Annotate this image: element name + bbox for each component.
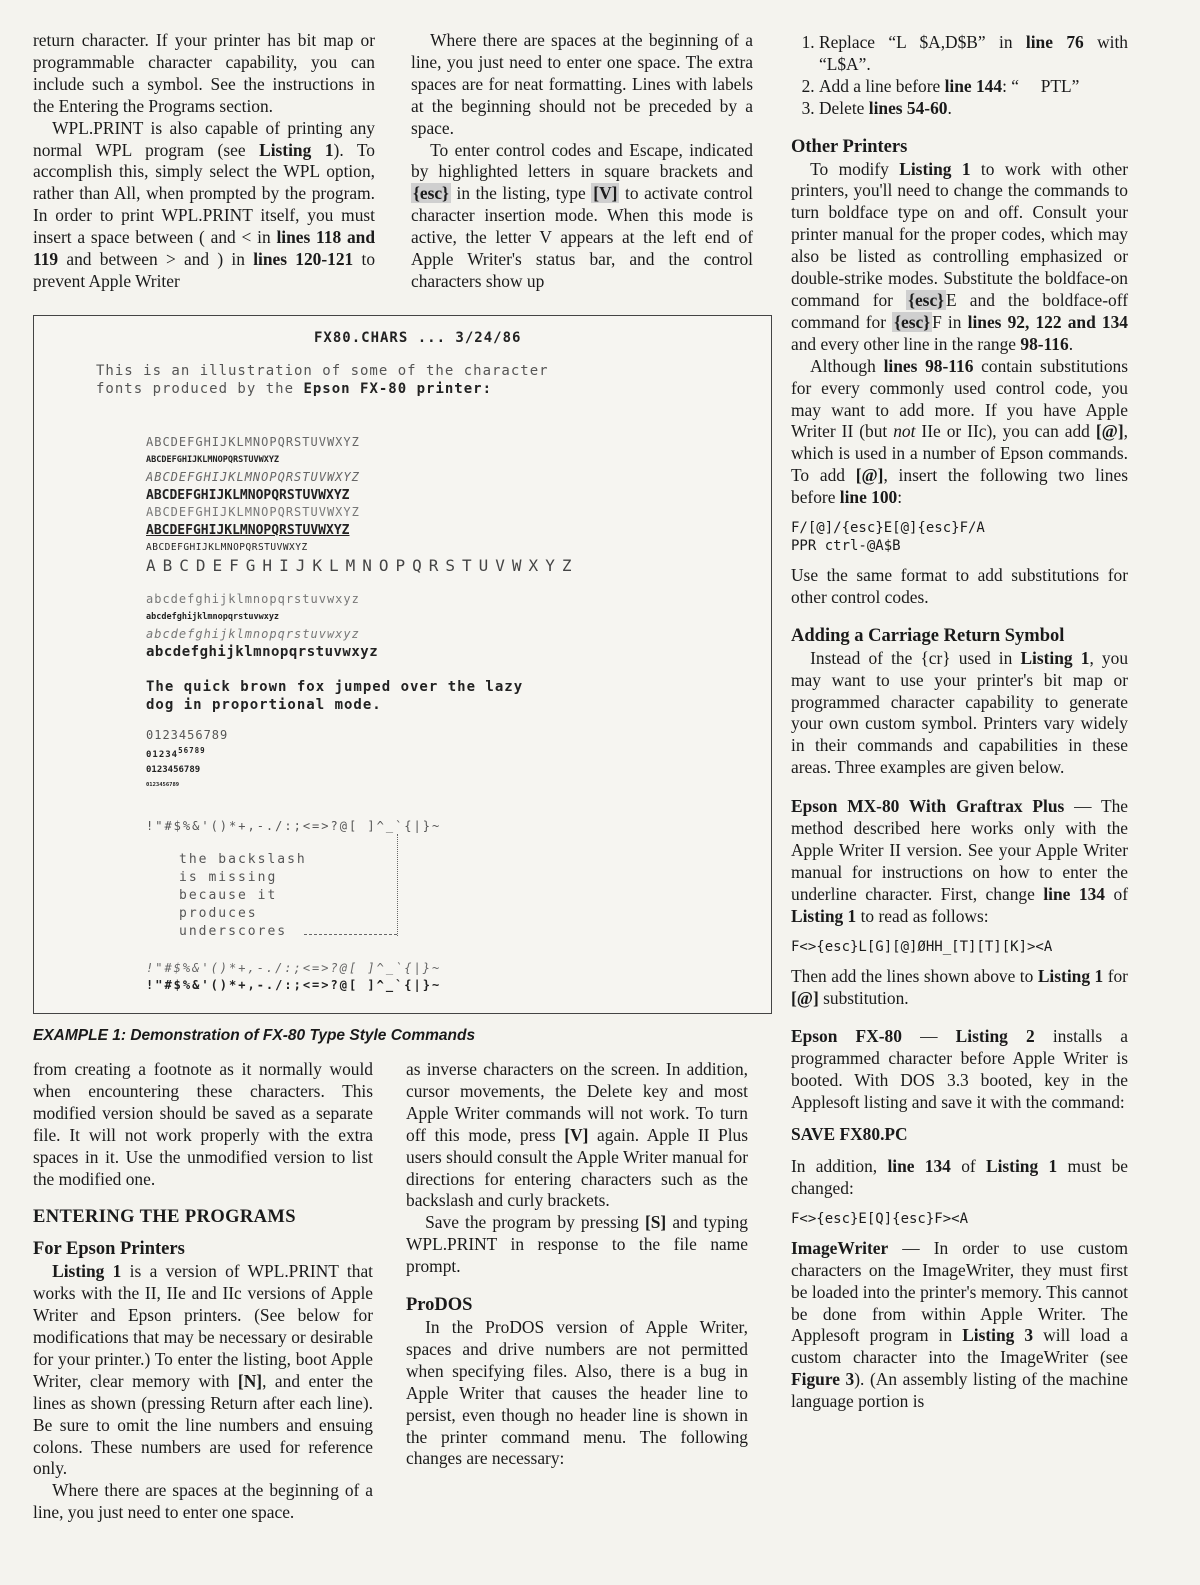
paragraph: [406, 1059, 748, 1212]
digit-sample: 0123456789: [146, 728, 229, 742]
text: —: [901, 1026, 956, 1047]
listing-ref: Listing 3: [962, 1325, 1034, 1346]
text: of: [1105, 883, 1129, 904]
font-sample: ABCDEFGHIJKLMNOPQRSTUVWXYZ: [146, 454, 280, 465]
intro-line: [96, 380, 549, 398]
text: installs a programmed character before Apple Writer is booted. With DOS 3.3 booted, key in the Applesoft listing and save it with the command:: [791, 1026, 1128, 1113]
uppercase-samples: [146, 434, 578, 574]
listing-ref: Listing 1: [791, 905, 857, 926]
listing-ref: Listing 1: [1037, 965, 1104, 986]
callout-line: [397, 834, 398, 936]
paragraph: from creating a footnote as it normally would when encountering these characters. This modified version should be saved as a separate file. It will not work properly with the extra spaces in it. Use the unmodified version to list the modified one.: [33, 1059, 373, 1189]
digit-sample: 0123456789: [146, 782, 180, 788]
text: and every other line in the range: [791, 333, 1021, 354]
esc-code: {esc}: [413, 183, 449, 204]
callout-line: [304, 934, 397, 935]
line-ref: lines 54-60: [868, 97, 948, 118]
text: ). (An assembly listing of the machine language portion is: [791, 1369, 1128, 1412]
text: In addition,: [791, 1155, 888, 1176]
symbol-sample: !"#$%&'()*+,-./:;<=>?@[ ]^_`{|}~: [146, 819, 442, 833]
code-line: F/[@]/{esc}E[@]{esc}F/A: [791, 520, 985, 537]
text: 01234: [146, 750, 179, 760]
esc-code: {esc}: [908, 289, 945, 310]
figure-caption: EXAMPLE 1: Demonstration of FX-80 Type Style Commands: [33, 1027, 476, 1044]
text: Replace “L $A,D$B” in: [819, 32, 1026, 52]
printer-heading: Epson MX-80 With Graftrax Plus: [791, 796, 1065, 817]
line-ref: line 134: [1043, 883, 1105, 904]
font-sample: abcdefghijklmnopqrstuvwxyz: [146, 627, 360, 641]
note-line: is missing: [179, 870, 278, 885]
key-at: [@]: [855, 465, 884, 486]
text: substitution.: [818, 987, 909, 1008]
figure-ref: Figure 3: [791, 1369, 855, 1390]
text: will load a custom character into the ImageWriter (see: [791, 1325, 1128, 1368]
note-line: produces: [179, 906, 258, 921]
digit-sample: 0123456789: [146, 765, 201, 775]
font-sample: ABCDEFGHIJKLMNOPQRSTUVWXYZ: [146, 542, 308, 553]
list-item: [819, 32, 1128, 76]
digit-sample: [146, 743, 228, 763]
sample-line: dog in proportional mode.: [146, 697, 382, 713]
list-item: [819, 98, 1128, 120]
listing-ref: Listing 1: [985, 1155, 1058, 1176]
text: Save the program by pressing: [425, 1212, 645, 1233]
line-ref: lines 98-116: [883, 355, 974, 376]
text: and typing WPL.PRINT in response to the file name prompt.: [406, 1212, 748, 1277]
listing-ref: Listing 1: [899, 158, 971, 179]
code-line: PPR ctrl-@A$B: [791, 538, 901, 555]
text: must be changed:: [791, 1155, 1129, 1198]
example-intro: [96, 362, 549, 398]
command-line: SAVE FX80.PC: [791, 1124, 908, 1145]
paragraph: Use the same format to add substitutions for other control codes.: [791, 565, 1128, 607]
code-line: F<>{esc}E[Q]{esc}F><A: [791, 1210, 969, 1227]
text: F in: [932, 311, 968, 332]
font-sample: ABCDEFGHIJKLMNOPQRSTUVWXYZ: [146, 555, 579, 575]
symbol-sample: !"#$%&'()*+,-./:;<=>?@[ ]^_`{|}~: [146, 961, 442, 975]
text: To enter control codes and Escape, indicated by highlighted letters in square brackets and: [411, 139, 753, 182]
paragraph: [33, 1261, 373, 1480]
text: E and the boldface-off command for: [791, 289, 1128, 332]
key-at: [@]: [791, 987, 819, 1008]
subsection-heading: Adding a Carriage Return Symbol: [791, 625, 1065, 646]
listing-ref: Listing 2: [955, 1026, 1035, 1047]
symbol-sample: !"#$%&'()*+,-./:;<=>?@[ ]^_`{|}~: [146, 978, 442, 992]
line-ref: lines 118 and 119: [33, 227, 375, 270]
line-ref: line 144: [944, 75, 1003, 96]
text: in the listing, type: [450, 183, 592, 204]
text: of: [950, 1155, 986, 1176]
text: as inverse characters on the screen. In addition, cursor movements, the Delete key and most Apple Writer commands will not work. To turn off this mode, press: [406, 1059, 748, 1145]
listing-ref: Listing 1: [52, 1261, 122, 1282]
esc-code: {esc}: [894, 311, 931, 332]
subsection-heading: Other Printers: [791, 136, 908, 157]
paragraph: [791, 356, 1128, 509]
text: .: [947, 97, 952, 118]
font-sample: ABCDEFGHIJKLMNOPQRSTUVWXYZ: [146, 435, 360, 449]
text: Instead of the {cr} used in: [810, 647, 1021, 668]
text: Delete: [819, 97, 869, 118]
printer-heading: Epson FX-80: [791, 1026, 902, 1047]
line-ref: line 100: [839, 487, 898, 508]
text: , you may want to use your printer's bit map or programmed character capability to generate your own custom symbol. Printers vary widely in their commands and capabilities in these areas. Three examples are given below.: [791, 647, 1129, 778]
text: and between > and ) in: [58, 249, 254, 270]
paragraph: return character. If your printer has bit map or programmable character capability, you can include such a symbol. See the instructions in the Entering the Programs section.: [33, 30, 375, 116]
text: Add a line before: [819, 75, 945, 96]
section-heading: ENTERING THE PROGRAMS: [33, 1207, 296, 1228]
text: :: [897, 487, 903, 508]
paragraph: [791, 1238, 1128, 1413]
text: IIe or IIc), you can add: [915, 421, 1096, 442]
intro-line: This is an illustration of some of the character: [96, 363, 549, 379]
key-v: [V]: [593, 183, 618, 204]
font-sample: ABCDEFGHIJKLMNOPQRSTUVWXYZ: [146, 522, 350, 538]
note-line: underscores: [179, 924, 288, 939]
lowercase-samples: [146, 591, 378, 661]
key-at: [@]: [1095, 421, 1124, 442]
printer-heading: ImageWriter: [791, 1237, 889, 1258]
text: , insert the following two lines before: [791, 465, 1128, 508]
line-ref: line 76: [1025, 32, 1084, 52]
column-3: [791, 32, 1128, 1413]
font-sample: abcdefghijklmnopqrstuvwxyz: [146, 643, 379, 660]
emphasis: not: [893, 421, 916, 442]
key-v: [V]: [564, 1124, 589, 1145]
code-line: F<>{esc}L[G][@]ØHH_[T][T][K]><A: [791, 938, 1053, 955]
text: with “L$A”.: [819, 32, 1129, 74]
text: to activate control character insertion mode. When this mode is active, the letter V appears at the left end of Apple Writer's status bar, and the control characters show up: [411, 183, 753, 291]
line-ref: 98-116: [1020, 333, 1069, 354]
paragraph: [791, 966, 1128, 1010]
paragraph: [791, 648, 1128, 779]
text: for: [1103, 965, 1128, 986]
font-sample: ABCDEFGHIJKLMNOPQRSTUVWXYZ: [146, 505, 360, 519]
line-ref: lines 92, 122 and 134: [967, 311, 1128, 332]
text: To modify: [810, 158, 900, 179]
paragraph: In the ProDOS version of Apple Writer, spaces and drive numbers are not permitted when specifying files. Also, there is a bug in Apple Writer that causes the header line to persist, even though no header line is shown in the printer command menu. The following changes are necessary:: [406, 1316, 748, 1469]
text: is a version of WPL.PRINT that works with the II, IIe and IIc versions of Apple Writer and Epson printers. (See below for modifications that may be necessary or desirable for your printer.) To enter the listing, boot Apple Writer, clear memory with: [33, 1261, 373, 1391]
text: Then add the lines shown above to: [791, 965, 1038, 986]
listing-ref: Listing 1: [1020, 647, 1090, 668]
text: contain substitutions for every commonly used control code, you may want to add more. If you have Apple Writer II (but: [791, 355, 1129, 442]
column-2-top: [411, 30, 753, 293]
backslash-note: [179, 851, 307, 941]
text: to prevent Apple Writer: [33, 249, 376, 291]
column-1-top: [33, 30, 375, 293]
column-2-bottom: [406, 1059, 748, 1470]
key-n: [N]: [237, 1370, 263, 1391]
note-line: because it: [179, 888, 278, 903]
paragraph: [791, 1156, 1128, 1200]
text: to read as follows:: [856, 905, 989, 926]
paragraph: [33, 118, 375, 293]
text: , and enter the lines as shown (pressing Return after each line). Be sure to omit the line numbers and ensuing colons. These numbers are used for reference only.: [33, 1370, 373, 1479]
digit-samples: [146, 728, 228, 793]
font-sample: abcdefghijklmnopqrstuvwxyz: [146, 592, 360, 606]
font-sample: ABCDEFGHIJKLMNOPQRSTUVWXYZ: [146, 470, 360, 484]
text: again. Apple II Plus users should consult the Apple Writer manual for directions for entering characters such as the backslash and curly brackets.: [406, 1124, 748, 1211]
listing-ref: Listing 1: [259, 139, 334, 160]
paragraph: Where there are spaces at the beginning of a line, you just need to enter one space.: [33, 1480, 373, 1523]
text: : “ PTL”: [1002, 75, 1080, 96]
paragraph: Where there are spaces at the beginning of a line, you just need to enter one space. The extra spaces are for neat formatting. Lines with labels at the beginning should not be preceded by a space.: [411, 30, 753, 138]
paragraph: [791, 159, 1128, 356]
paragraph: [411, 140, 753, 293]
paragraph: [406, 1212, 748, 1278]
text: — In order to use custom characters on the ImageWriter, they must first be loaded into the printer's memory. This cannot be done from within Apple Writer. The Applesoft program in: [791, 1237, 1128, 1346]
paragraph: [791, 1026, 1128, 1114]
change-list: [791, 32, 1128, 120]
subsection-heading: For Epson Printers: [33, 1239, 185, 1260]
list-item: [819, 76, 1128, 98]
example-figure: [33, 315, 772, 1014]
note-line: the backslash: [179, 852, 307, 867]
font-sample: ABCDEFGHIJKLMNOPQRSTUVWXYZ: [146, 487, 350, 503]
subsection-heading: ProDOS: [406, 1295, 473, 1316]
example-title: FX80.CHARS ... 3/24/86: [314, 330, 522, 346]
paragraph: [791, 796, 1128, 927]
superscript-digits: 56789: [178, 746, 206, 755]
text: to work with other printers, you'll need to change the commands to turn boldface type on and off. Consult your printer manual for the proper codes, which may also be listed as controlling emphasized or double-strike modes. Substitute the boldface-on command for: [791, 158, 1129, 310]
line-ref: lines 120-121: [253, 249, 354, 270]
text: .: [1068, 333, 1074, 354]
text: ). To accomplish this, simply select the WPL option, rather than All, when prompted by the program. In order to print WPL.PRINT itself, you must insert a space between ( and < in: [33, 139, 376, 248]
key-s: [S]: [644, 1212, 667, 1233]
text: — The method described here works only with the Apple Writer II version. See your Apple Writer manual for instructions on how to enter the underline character. First, change: [791, 796, 1128, 904]
text: , which is used in a number of Epson commands. To add: [791, 421, 1128, 486]
text: WPL.PRINT is also capable of printing any normal WPL program (see: [33, 117, 375, 160]
sample-line: The quick brown fox jumped over the lazy: [146, 679, 524, 695]
proportional-sample: [146, 678, 523, 714]
font-sample: abcdefghijklmnopqrstuvwxyz: [146, 611, 280, 622]
text: Although: [810, 355, 884, 376]
line-ref: line 134: [887, 1155, 951, 1176]
column-1-bottom: [33, 1059, 373, 1524]
text: fonts produced by the: [96, 381, 304, 397]
text: Epson FX-80 printer:: [303, 381, 493, 397]
